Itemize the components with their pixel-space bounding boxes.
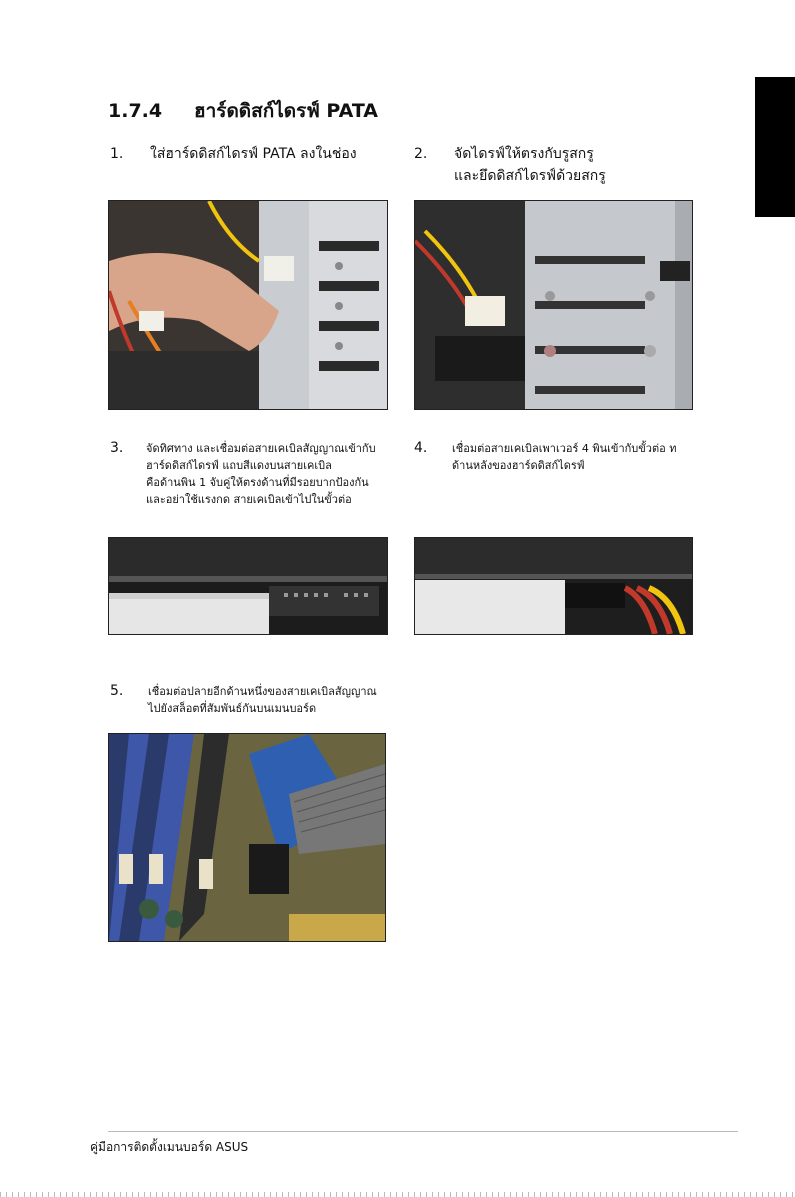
footer-text: คู่มือการติดตั้งเมนบอร์ด ASUS xyxy=(90,1140,249,1154)
step-text: ใส่ฮาร์ดดิสก์ไดรฟ์ PATA ลงในช่อง xyxy=(150,146,357,162)
hand-inserting-drive-photo xyxy=(108,200,388,410)
step-text: จัดทิศทาง และเชื่อมต่อสายเคเบิลสัญญาณเข้ากับ ฮาร์ดดิสก์ไดรฟ์ แถบสีแดงบนสายเคเบิล คือด้านพิน 1 จับคู่ให้ตรงด้านที่มีรอยบากป้องกัน และอย่าใช้แรงกด สายเคเบิลเข้าไปในขั้วต่อ xyxy=(146,442,376,506)
section-number: 1.7.4 xyxy=(108,100,163,122)
step-number: 2. xyxy=(414,146,428,162)
step-number: 4. xyxy=(414,440,428,456)
step-number: 3. xyxy=(110,440,124,456)
step-text: เชื่อมต่อสายเคเบิลเพาเวอร์ 4 พินเข้ากับขั้วต่อ ท ด้านหลังของฮาร์ดดิสก์ไดรฟ์ xyxy=(452,442,677,472)
step-number: 1. xyxy=(110,146,124,162)
crop-marks xyxy=(0,1192,795,1197)
step-number: 5. xyxy=(110,683,124,699)
step-text: เชื่อมต่อปลายอีกด้านหนึ่งของสายเคเบิลสัญญาณ ไปยังสล็อตที่สัมพันธ์กันบนเมนบอร์ด xyxy=(148,685,377,715)
section-heading xyxy=(108,96,378,126)
step-text: จัดไดรฟ์ให้ตรงกับรูสกรู และยึดดิสก์ไดรฟ์ด้วยสกรู xyxy=(454,146,606,184)
section-title: ฮาร์ดดิสก์ไดรฟ์ PATA xyxy=(194,100,379,122)
motherboard-ide-slot-photo xyxy=(108,733,386,942)
signal-cable-connection-photo xyxy=(108,537,388,635)
footer-divider xyxy=(108,1131,738,1132)
language-tab xyxy=(755,77,795,217)
drive-screw-holes-photo xyxy=(414,200,693,410)
power-cable-connection-photo xyxy=(414,537,693,635)
